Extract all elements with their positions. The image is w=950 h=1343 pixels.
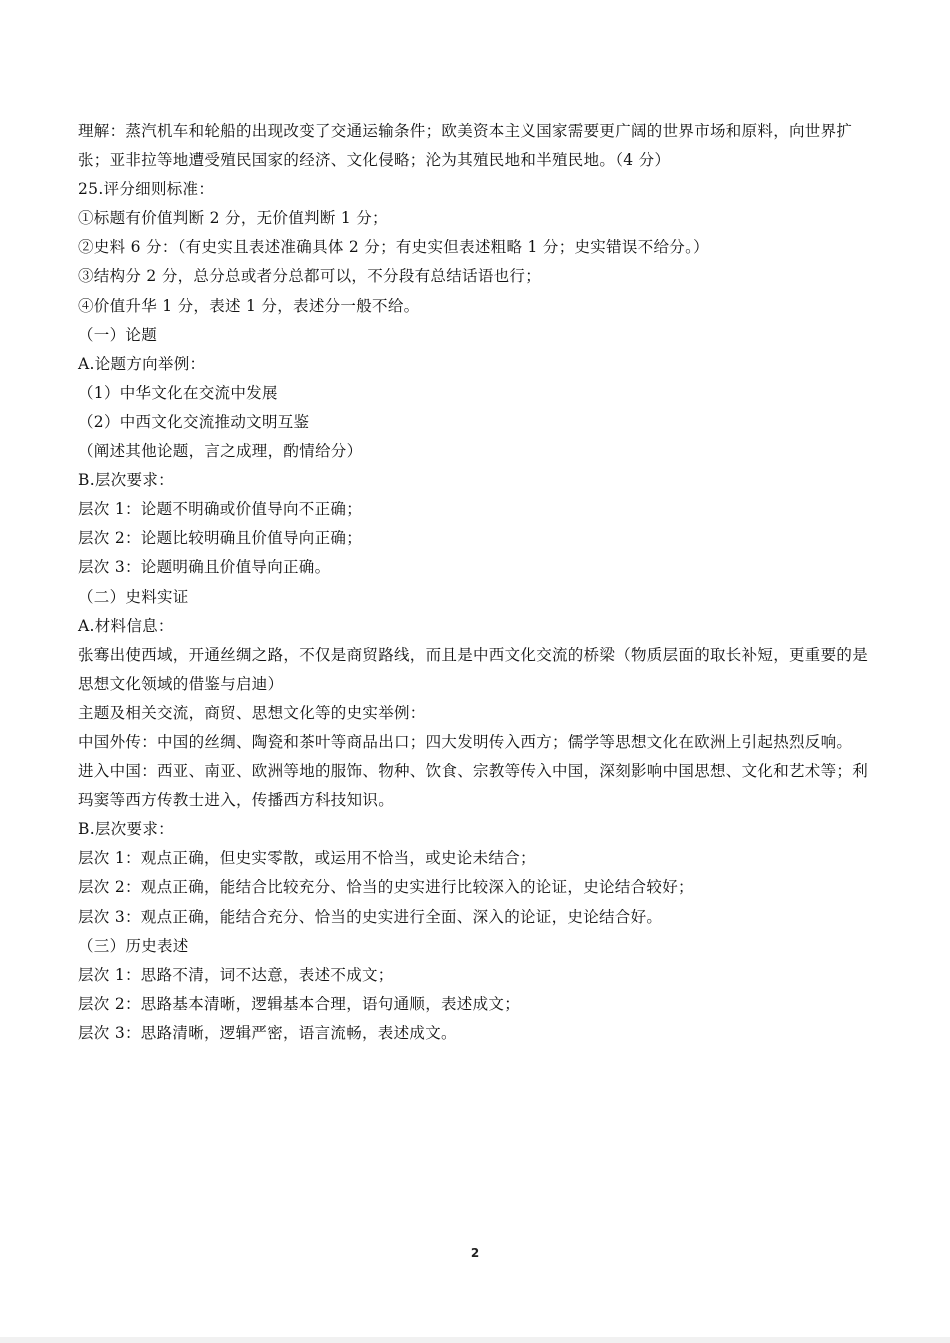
text-line: （1）中华文化在交流中发展	[78, 383, 278, 402]
text-line: ②史料 6 分：（有史实且表述准确具体 2 分；有史实但表述粗略 1 分；史实错误不给分。）	[78, 238, 709, 257]
text-line: 层次 3：观点正确，能结合充分、恰当的史实进行全面、深入的论证，史论结合好。	[78, 907, 663, 926]
page-bottom-edge	[0, 1337, 950, 1343]
text-line: 25.评分细则标准：	[78, 180, 215, 199]
text-line: 层次 1：思路不清，词不达意，表述不成文；	[78, 965, 394, 984]
section-heading: （三）历史表述	[78, 936, 189, 955]
text-line: 进入中国：西亚、南亚、欧洲等地的服饰、物种、饮食、宗教等传入中国，深刻影响中国思想、文化和艺术等；利玛窦等西方传教士进入，传播西方科技知识。	[78, 762, 869, 810]
text-line: 层次 3：思路清晰，逻辑严密，语言流畅，表述成文。	[78, 1023, 457, 1042]
text-line: ③结构分 2 分，总分总或者分总都可以，不分段有总结话语也行；	[78, 267, 542, 286]
text-line: B.层次要求：	[78, 820, 174, 839]
page-number: 2	[470, 1246, 480, 1260]
text-line: 主题及相关交流，商贸、思想文化等的史实举例：	[78, 703, 426, 722]
text-line: 中国外传：中国的丝绸、陶瓷和茶叶等商品出口；四大发明传入西方；儒学等思想文化在欧洲上引起热烈反响。	[78, 732, 853, 751]
text-line: 张骞出使西域，开通丝绸之路，不仅是商贸路线，而且是中西文化交流的桥梁（物质层面的取长补短，更重要的是思想文化领域的借鉴与启迪）	[78, 645, 869, 693]
text-line: （阐述其他论题，言之成理，酌情给分）	[78, 442, 363, 461]
document-body	[78, 117, 873, 1048]
text-line: A.材料信息：	[78, 616, 174, 635]
text-line: 层次 1：论题不明确或价值导向不正确；	[78, 500, 362, 519]
text-line: 层次 2：思路基本清晰，逻辑基本合理，语句通顺，表述成文；	[78, 994, 520, 1013]
text-line: 层次 3：论题明确且价值导向正确。	[78, 558, 331, 577]
text-line: 理解：蒸汽机车和轮船的出现改变了交通运输条件；欧美资本主义国家需要更广阔的世界市场和原料，向世界扩张；亚非拉等地遭受殖民国家的经济、文化侵略；沦为其殖民地和半殖民地。（4 分）	[78, 122, 853, 170]
text-line: A.论题方向举例：	[78, 354, 206, 373]
text-line: 层次 2：论题比较明确且价值导向正确；	[78, 529, 362, 548]
text-line: ①标题有价值判断 2 分，无价值判断 1 分；	[78, 209, 388, 228]
text-line: ④价值升华 1 分，表述 1 分，表述分一般不给。	[78, 296, 420, 315]
text-line: B.层次要求：	[78, 471, 174, 490]
section-heading: （一）论题	[78, 325, 158, 344]
text-line: 层次 1：观点正确，但史实零散，或运用不恰当，或史论未结合；	[78, 849, 536, 868]
text-line: （2）中西文化交流推动文明互鉴	[78, 412, 310, 431]
text-line: 层次 2：观点正确，能结合比较充分、恰当的史实进行比较深入的论证，史论结合较好；	[78, 878, 694, 897]
section-heading: （二）史料实证	[78, 587, 189, 606]
